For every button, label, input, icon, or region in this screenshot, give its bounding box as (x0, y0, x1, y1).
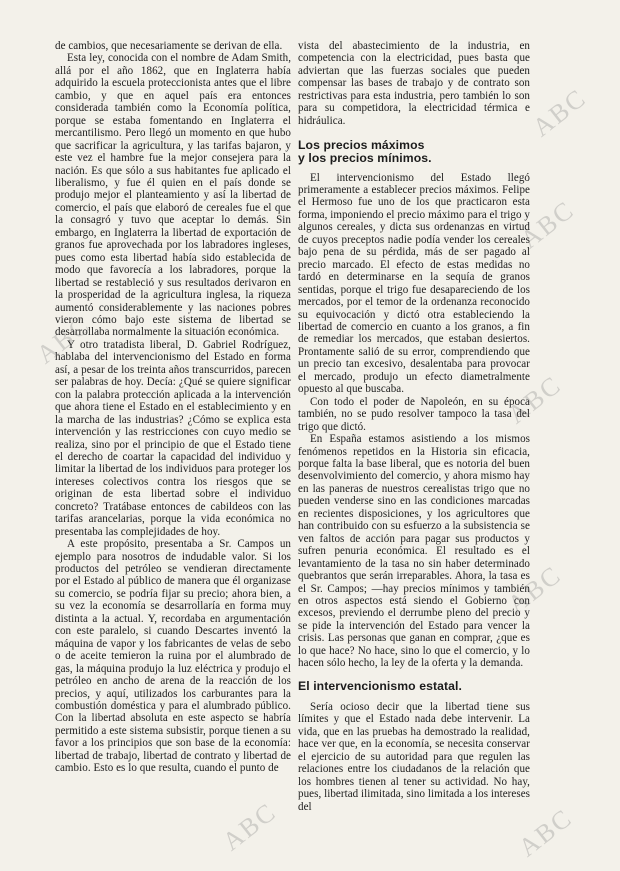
section-heading-precios (298, 139, 530, 165)
paragraph: Sería ocioso decir que la libertad tiene sus límites y que el Estado nada debe intervenir. La vida, que en las pruebas ha demostrado la realidad, hace ver que, en la economía, se necesita conservar el ejercicio de su autoridad para que regulen las relaciones entre los ciudadanos de la relación que los hombres tienen al tener su actividad. No hay, pues, libertad ilimitada, sino limitada a los intereses del (298, 700, 530, 813)
abc-watermark: ABC (515, 194, 580, 255)
paragraph: Esta ley, conocida con el nombre de Adam Smith, allá por el año 1862, que en Inglaterra había adquirido la escuela proteccionista antes que el libre cambio, y que en aquel país era entonces considerada también como la Economía política, porque se estaba fomentando en Inglaterra el mercantilismo. Pero llegó un momento en que hubo que sacrificar la agricultura, y las tarifas bajaron, y este vez el hambre fue la mejor consejera para la nación. Es que sólo a sus habitantes fue aplicado el liberalismo, y fue él quien en el país donde se produjo mejor el planteamiento y así la libertad de comercio, el país que elaboró de cereales fue el que la consagró y tuvo que aceptar lo demás. Sin embargo, en Inglaterra la libertad de exportación de granos fue aprovechada por los labradores ingleses, pues como esta libertad había sido establecida de modo que favorecía a los labradores, porque la libertad se restableció y sus resultados derivaron en la prosperidad de la agricultura inglesa, la riqueza aumentó considerablemente y las naciones pobres vieron cómo bajo este sistema de libertad se desarrollaba normalmente la situación económica. (55, 52, 291, 339)
paragraph: Con todo el poder de Napoleón, en su época también, no se pudo resolver tampoco la tasa del trigo que dictó. (298, 395, 530, 433)
paragraph: En España estamos asistiendo a los mismos fenómenos repetidos en la Historia sin eficacia, porque falta la base liberal, que es notoria del buen desenvolvimiento del comercio, y ahora mismo hay en las paneras de nuestros cerealistas trigo que no pueden venderse sino en las condiciones marcadas en recientes disposiciones, y los agricultores que han contribuido con su esfuerzo a la subsistencia se ven faltos de acción para pagar sus productos y sufren penuria económica. El resultado es el levantamiento de la tasa no sin haber determinado quebrantos que serán irreparables. Ahora, la tasa es el Sr. Campos; —hay precios mínimos y también en otros aspectos está siendo el Gobierno con excesos, previendo el derrumbe pleno del precio y se pide la intervención del Estado para vencer la crisis. Las personas que ganan en comprar, ¿que es lo que hace? No hace, sino lo que el comercio, y lo hacen sólo hecho, la ley de la oferta y la demanda. (298, 433, 530, 670)
abc-watermark: ABC (527, 82, 592, 143)
section-heading-intervencionismo: El intervencionismo estatal. (298, 678, 462, 693)
paragraph: de cambios, que necesariamente se derivan de ella. (55, 40, 283, 52)
paragraph: El intervencionismo del Estado llegó primeramente a establecer precios máximos. Felipe el Hermoso fue uno de los que practicaron esta forma, imponiendo el precio máximo para el trigo y algunos cereales, y dicta sus ordenanzas en virtud de cuyos preceptos nadie podía vender los cereales bajo pena de su pérdida, más de ser pagado al precio marcado. El efecto de estas medidas no tardó en determinarse en la sequía de granos sentidas, porque el trigo fue desapareciendo de los mercados, por el temor de la ordenanza reconocido su equivocación y dictó otra estableciendo la libertad de comercio en cuanto a los granos, a fin de remediar los mercados, que estaban desiertos. Prontamente salió de su error, comprendiendo que un precio tan excesivo, desalentaba para provocar el mercado, produjo un efecto diametralmente opuesto al que buscaba. (298, 171, 530, 396)
abc-watermark: ABC (217, 796, 282, 857)
heading-line: Los precios máximos (298, 138, 425, 153)
abc-watermark: ABC (513, 802, 578, 863)
heading-line: y los precios mínimos. (298, 151, 432, 166)
abc-watermark: ABC (502, 369, 567, 430)
abc-watermark: ABC (502, 559, 567, 620)
right-column (298, 40, 530, 813)
paragraph: vista del abastecimiento de la industria, en competencia con la electricidad, pues basta que adviertan que las fuerzas sociales que pueden compensar las bases de trabajo y de contrato son restrictivas para esta industria, pero también lo son para su competidora, la electricidad térmica e hidráulica. (298, 40, 530, 127)
abc-watermark: ABC (31, 309, 96, 370)
paragraph: A este propósito, presentaba a Sr. Campos un ejemplo para nosotros de indudable valor. Si los productos del petróleo se vendieran directamente por el Estado al público de manera que él organizase su comercio, se podría fijar su precio; ahora bien, a su vez la economía se desarrollaría en forma muy distinta a la actual. Y, recordaba en argumentación con este paralelo, si cuando Descartes inventó la máquina de vapor y los fabricantes de velas de sebo o de aceite temieron la ruina por el alumbrado de gas, la máquina produjo la luz eléctrica y produjo el petróleo en ancho de arena de la reacción de los precios, y aquí, utilizados los carburantes para la combustión doméstica y para el alumbrado público. Con la libertad absoluta en este aspecto se habría permitido a este sistema subsistir, porque tienen a su favor a los principios que son base de la economía: libertad de trabajo, libertad de contrato y libertad de cambio. Esto es lo que resulta, cuando el punto de (55, 538, 291, 775)
left-column (55, 40, 291, 775)
paragraph: Y otro tratadista liberal, D. Gabriel Rodríguez, hablaba del intervencionismo del Estado en forma así, a pesar de los treinta años transcurridos, parecen ser palabras de hoy. Decía: ¿Qué se quiere significar con la palabra protección aplicada a la intervención que ahora tiene el Estado en el establecimiento y en la marcha de las industrias? ¿Cómo se explica esta intervención y las restricciones con cuyo medio se realiza, sino por el principio de que el Estado tiene el derecho de coartar la capacidad del individuo y limitar la libertad de los individuos para proteger los intereses colectivos contra los riesgos que se originan de esta libertad sobre el individuo concreto? Tratábase entonces de cabildeos con las tarifas arancelarias, porque la vida económica no presentaba las complejidades de hoy. (55, 338, 291, 538)
